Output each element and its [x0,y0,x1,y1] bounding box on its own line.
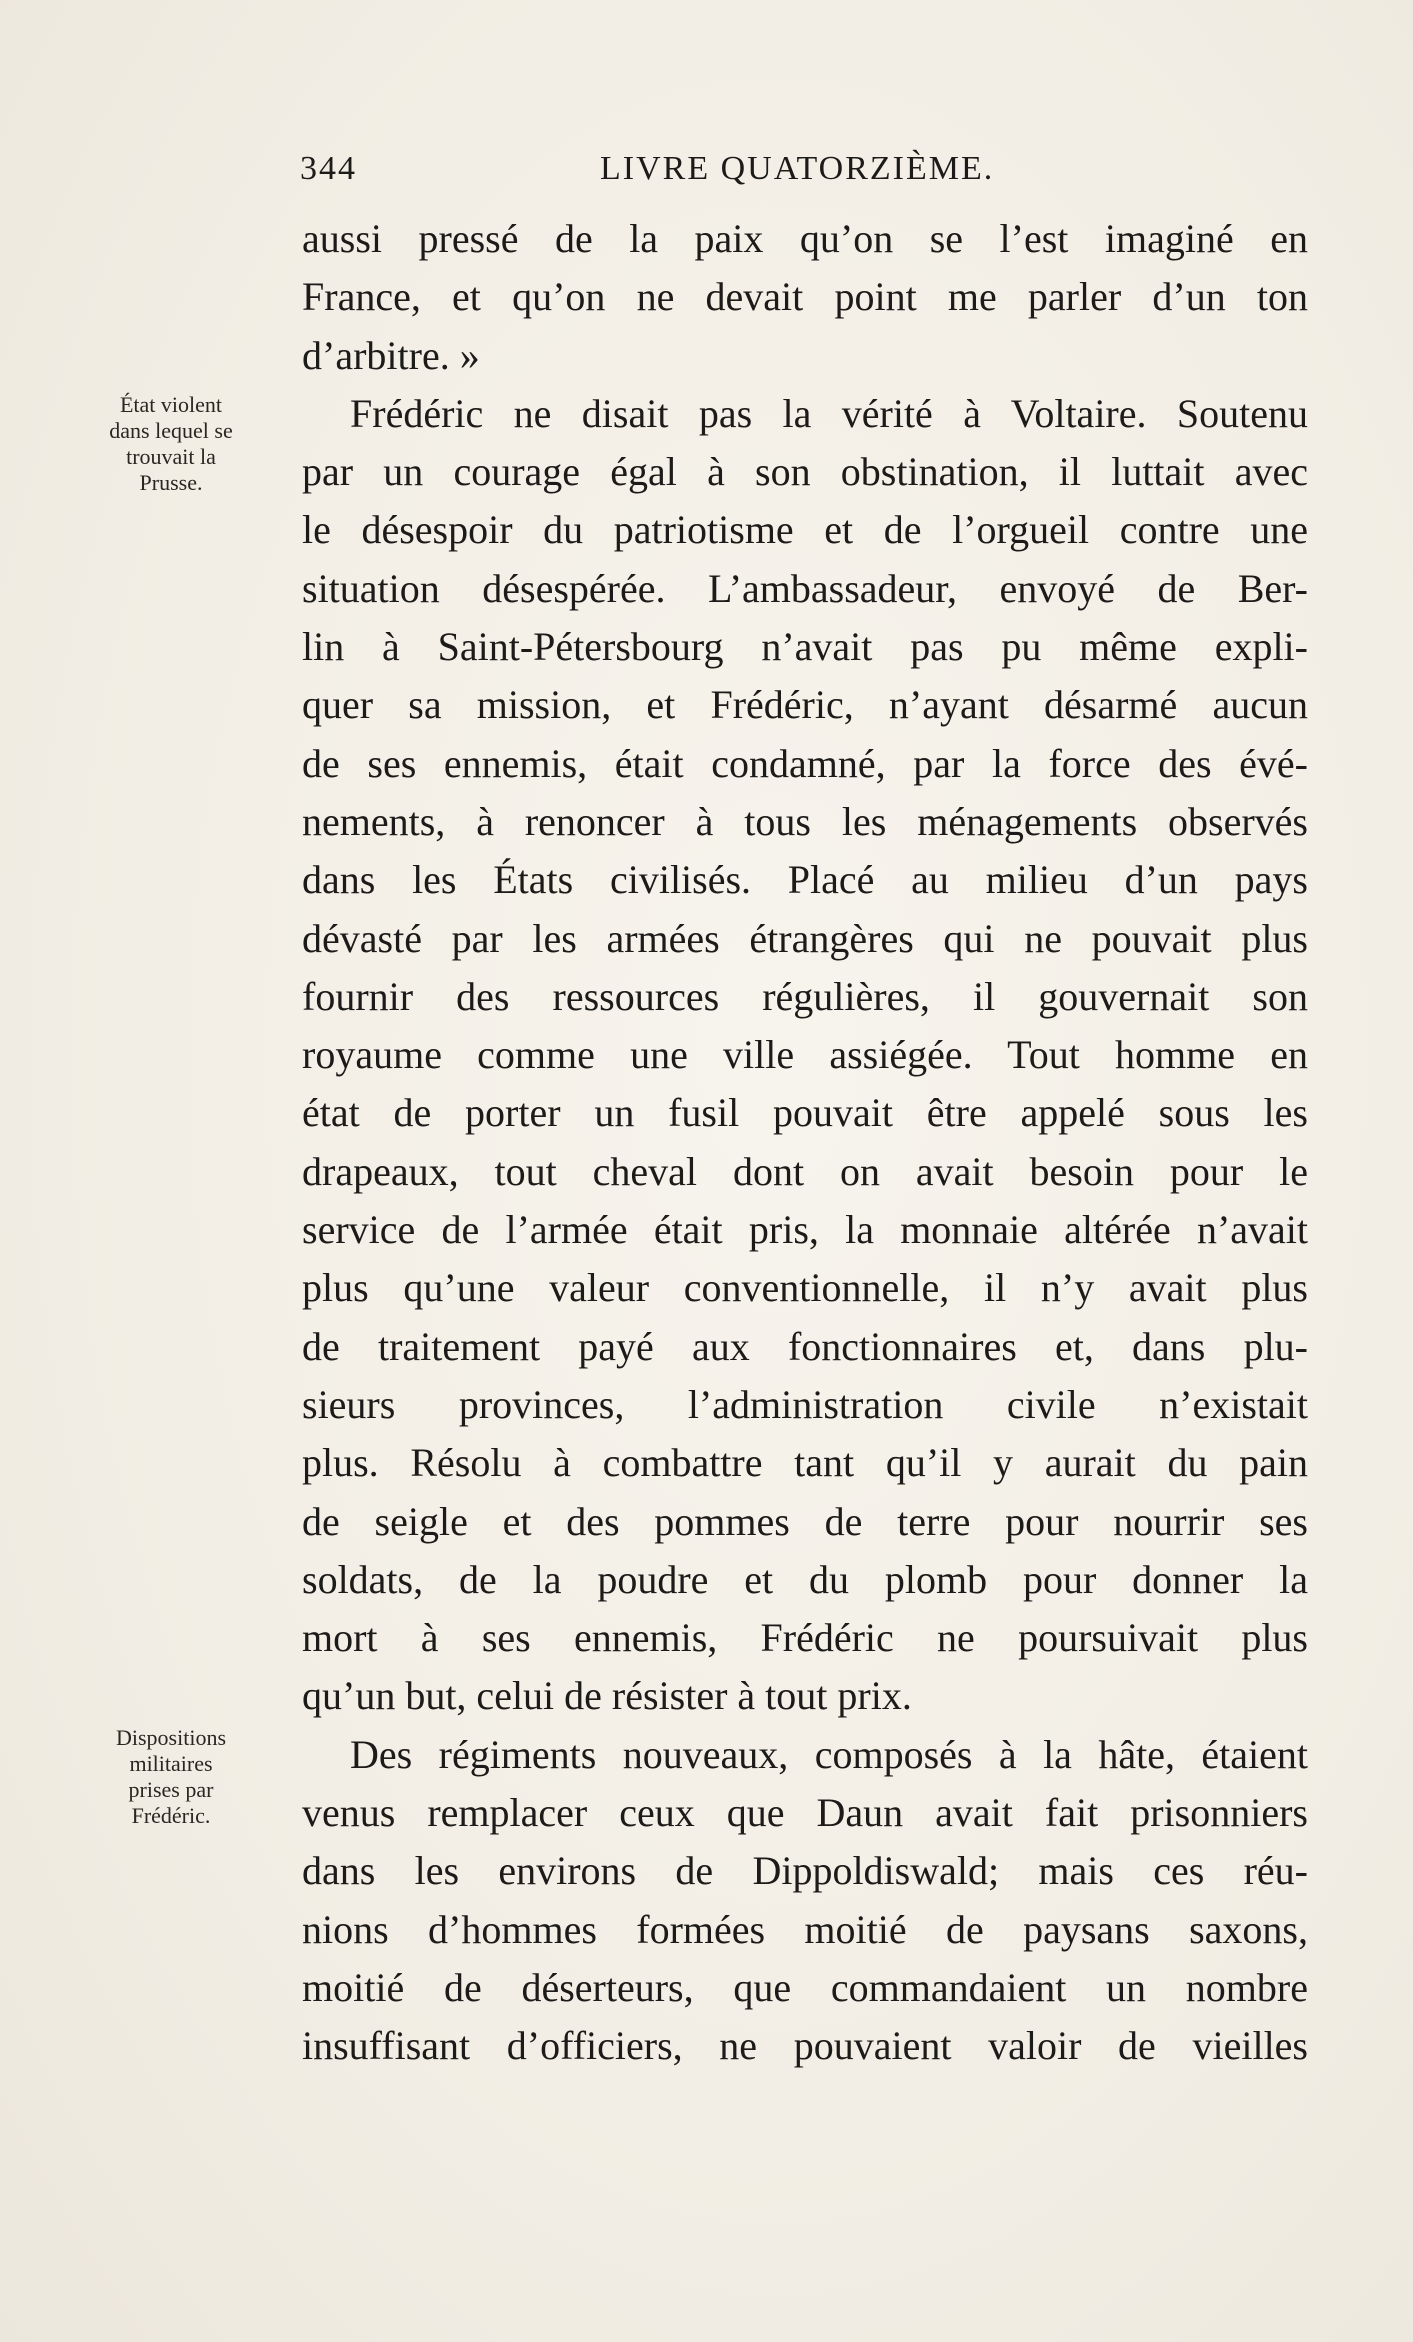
text-line: venus remplacer ceux que Daun avait fait prisonniers [302,1790,1308,1836]
text-line: mort à ses ennemis, Frédéric ne poursuivait plus [302,1615,1308,1661]
text-line: nions d’hommes formées moitié de paysans saxons, [302,1906,1308,1952]
text-line: le désespoir du patriotisme et de l’orgueil contre une [302,507,1308,553]
text-line: Des régiments nouveaux, composés à la hâte, étaient [350,1731,1308,1777]
text-line: Frédéric ne disait pas la vérité à Voltaire. Soutenu [350,390,1308,436]
text-line: état de porter un fusil pouvait être appelé sous les [302,1090,1308,1136]
text-line: de seigle et des pommes de terre pour nourrir ses [302,1498,1308,1544]
text-line: par un courage égal à son obstination, il luttait avec [302,449,1308,495]
running-title: LIVRE QUATORZIÈME. [600,150,995,187]
text-line: moitié de déserteurs, que commandaient un nombre [302,1964,1308,2010]
margin-note-line: État violent [119,392,223,417]
margin-note-prussia [72,392,270,496]
text-line: d’arbitre. » [302,332,480,378]
margin-note-line: dans lequel se [109,418,233,443]
text-line: lin à Saint-Pétersbourg n’avait pas pu même expli- [302,624,1308,670]
page-number: 344 [300,150,357,187]
text-line: situation désespérée. L’ambassadeur, envoyé de Ber- [302,565,1308,611]
page-header [300,150,1310,190]
text-line: fournir des ressources régulières, il gouvernait son [302,973,1308,1019]
margin-note-dispositions [72,1725,270,1829]
text-line: sieurs provinces, l’administration civile n’existait [302,1381,1308,1427]
text-line: service de l’armée était pris, la monnaie altérée n’avait [302,1207,1308,1253]
text-line: insuffisant d’officiers, ne pouvaient valoir de vieilles [302,2023,1308,2069]
margin-note-line: trouvait la [126,444,216,469]
margin-note-line: Prusse. [139,470,203,495]
margin-note-line: Dispositions [115,1725,227,1750]
text-line: dans les environs de Dippoldiswald; mais ces réu- [302,1848,1308,1894]
text-line: dévasté par les armées étrangères qui ne pouvait plus [302,915,1308,961]
text-line: plus. Résolu à combattre tant qu’il y aurait du pain [302,1440,1308,1486]
margin-note-line: Frédéric. [131,1803,211,1828]
text-line: de traitement payé aux fonctionnaires et, dans plu- [302,1323,1308,1369]
text-line: soldats, de la poudre et du plomb pour donner la [302,1556,1308,1602]
text-line: qu’un but, celui de résister à tout prix. [302,1673,912,1719]
text-line: aussi pressé de la paix qu’on se l’est imaginé en [302,216,1308,261]
text-line: quer sa mission, et Frédéric, n’ayant désarmé aucun [302,682,1308,728]
margin-note-line: militaires [129,1751,213,1776]
text-line: de ses ennemis, était condamné, par la force des évé- [302,740,1308,786]
text-line: plus qu’une valeur conventionnelle, il n’y avait plus [302,1265,1308,1311]
text-line: dans les États civilisés. Placé au milieu d’un pays [302,857,1308,903]
text-line: France, et qu’on ne devait point me parler d’un ton [302,274,1308,320]
text-line: nements, à renoncer à tous les ménagements observés [302,798,1308,844]
text-line: royaume comme une ville assiégée. Tout homme en [302,1032,1308,1078]
body-text [302,210,1308,2076]
margin-note-line: prises par [128,1777,214,1802]
text-line: drapeaux, tout cheval dont on avait besoin pour le [302,1148,1308,1194]
